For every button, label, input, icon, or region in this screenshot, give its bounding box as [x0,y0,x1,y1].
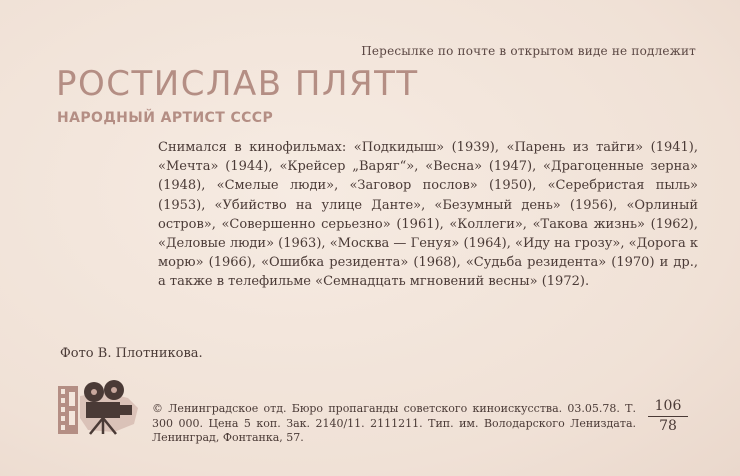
imprint-text: © Ленинградское отд. Бюро пропаганды советского киноискусства. 03.05.78. Т. 300 000. Цена 5 коп. Зак. 2140/11. 2111211. Тип. им. Володарского Лениздата. Ленинград, Фонтанка, 57. [152,402,636,444]
catalog-index [648,398,688,434]
actor-title: НАРОДНЫЙ АРТИСТ СССР [57,110,274,126]
film-camera-logo-icon [58,378,140,436]
catalog-index-top: 106 [648,398,688,417]
catalog-index-bottom: 78 [659,418,677,434]
photo-credit: Фото В. Плотникова. [60,346,203,361]
actor-name: РОСТИСЛАВ ПЛЯТТ [56,64,419,104]
filmography-text: Снимался в кинофильмах: «Подкидыш» (1939), «Парень из тайги» (1941), «Мечта» (1944), «Крейсер „Варяг“», «Весна» (1947), «Драгоценные зерна» (1948), «Смелые люди», «Заговор послов» (1950), «Серебристая пыль» (1953), «Убийство на улице Данте», «Безумный день» (1956), «Орлиный остров», «Совершенно серьезно» (1961), «Коллеги», «Такова жизнь» (1962), «Деловые люди» (1963), «Москва — Генуя» (1964), «Иду на грозу», «Дорога к морю» (1966), «Ошибка резидента» (1968), «Судьба резидента» (1970) и др., а также в телефильме «Семнадцать мгновений весны» (1972). [158,140,698,290]
postal-notice: Пересылке по почте в открытом виде не подлежит [361,44,696,58]
